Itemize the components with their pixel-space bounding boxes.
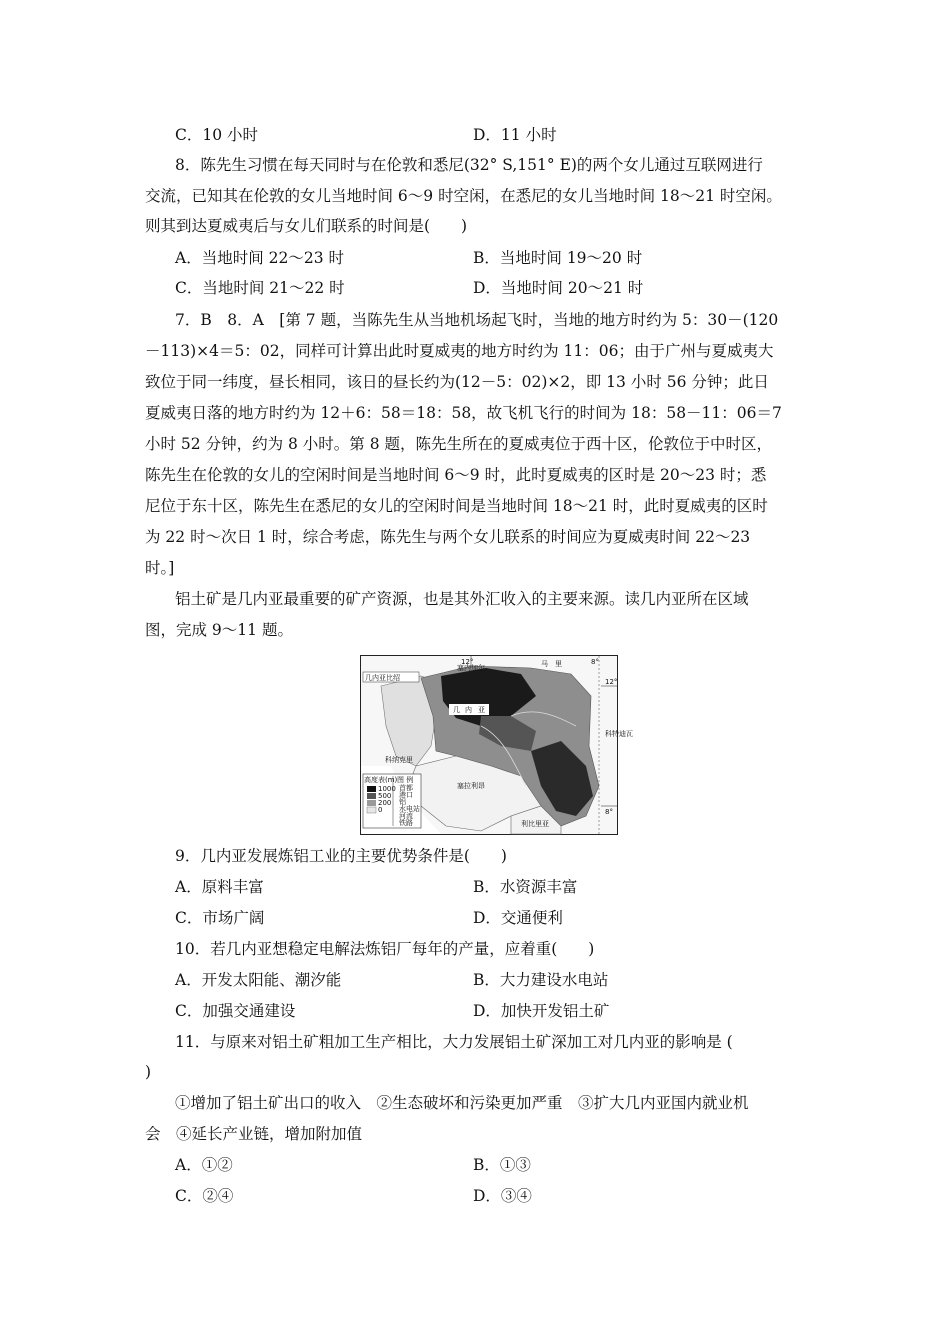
legend-item-railway: 铁路 bbox=[399, 819, 413, 827]
text-line-33: ①增加了铝土矿出口的收入 ②生态破坏和污染更加严重 ③扩大几内亚国内就业机 bbox=[175, 1094, 749, 1112]
legend-swatch-500 bbox=[367, 793, 376, 799]
legend-height-title: 高度表(m) bbox=[364, 776, 398, 784]
legend-item-aluminum: 铝 bbox=[399, 798, 406, 806]
text-line-28: B．大力建设水电站 bbox=[473, 971, 609, 989]
senegal-label: 塞内加尔 bbox=[457, 664, 485, 672]
guinea-label-1: 几 bbox=[453, 706, 460, 714]
text-line-20: 图，完成 9～11 题。 bbox=[145, 621, 293, 639]
text-line-8: C．当地时间 21～22 时 bbox=[175, 279, 345, 297]
text-line-1: C．10 小时 bbox=[175, 126, 259, 144]
text-line-6: A．当地时间 22～23 时 bbox=[175, 249, 344, 267]
legend-item-port: 港口 bbox=[399, 791, 413, 799]
text-line-17: 为 22 时～次日 1 时，综合考虑，陈先生与两个女儿联系的时间应为夏威夷时间 22～23 bbox=[145, 528, 751, 546]
legend-h3: 200 bbox=[378, 799, 392, 807]
legend-h1: 1000 bbox=[378, 785, 396, 793]
text-line-18: 时。] bbox=[145, 559, 175, 577]
text-line-3: 8．陈先生习惯在每天同时与在伦敦和悉尼(32° S,151° E)的两个女儿通过互联网进行 bbox=[175, 156, 763, 174]
text-line-30: D．加快开发铝土矿 bbox=[473, 1002, 610, 1020]
text-line-32: ) bbox=[145, 1063, 152, 1081]
legend-swatch-200 bbox=[367, 800, 376, 806]
legend-item-river: 河流 bbox=[399, 812, 413, 820]
legend-swatch-0 bbox=[367, 807, 376, 813]
text-line-5: 则其到达夏威夷后与女儿们联系的时间是( ) bbox=[145, 217, 468, 235]
text-line-36: B．①③ bbox=[473, 1156, 531, 1174]
text-line-15: 陈先生在伦敦的女儿的空闲时间是当地时间 6～9 时，此时夏威夷的区时是 20～23 时；悉 bbox=[145, 466, 767, 484]
text-line-19: 铝土矿是几内亚最重要的矿产资源，也是其外汇收入的主要来源。读几内亚所在区域 bbox=[175, 590, 749, 608]
text-line-10: 7．B 8．A [第 7 题，当陈先生从当地机场起飞时，当地的地方时约为 5：30－(120 bbox=[175, 311, 779, 329]
text-line-11: －113)×4＝5：02，同样可计算出此时夏威夷的地方时约为 11：06；由于广州与夏威夷大 bbox=[145, 342, 774, 360]
text-line-14: 小时 52 分钟，约为 8 小时。第 8 题，陈先生所在的夏威夷位于西十区，伦敦位于中时区， bbox=[145, 435, 773, 453]
legend-title: 图 例 bbox=[397, 776, 414, 784]
text-line-4: 交流，已知其在伦敦的女儿当地时间 6～9 时空闲，在悉尼的女儿当地时间 18～21 时空闲。 bbox=[145, 187, 782, 205]
text-line-23: B．水资源丰富 bbox=[473, 878, 578, 896]
legend-h2: 500 bbox=[378, 792, 392, 800]
text-line-2: D．11 小时 bbox=[473, 126, 557, 144]
text-line-29: C．加强交通建设 bbox=[175, 1002, 296, 1020]
guinea-label-3: 亚 bbox=[478, 706, 485, 714]
map-figure bbox=[361, 656, 633, 834]
text-line-25: D．交通便利 bbox=[473, 909, 563, 927]
legend-h4: 0 bbox=[378, 806, 383, 814]
legend-item-hydropower: 水电站 bbox=[399, 805, 420, 813]
lat-12-label: 12° bbox=[605, 678, 618, 686]
text-line-13: 夏威夷日落的地方时约为 12＋6：58＝18：58，故飞机飞行的时间为 18：58－11：06＝7 bbox=[145, 404, 782, 422]
text-line-7: B．当地时间 19～20 时 bbox=[473, 249, 643, 267]
text-line-37: C．②④ bbox=[175, 1187, 234, 1205]
guinea-bissau-label: 几内亚比绍 bbox=[365, 674, 400, 682]
text-line-26: 10．若几内亚想稳定电解法炼铝厂每年的产量，应着重( ) bbox=[175, 940, 595, 958]
legend-item-capital: 首都 bbox=[399, 784, 413, 792]
guinea-label-2: 内 bbox=[465, 706, 472, 714]
guinea-region-map bbox=[360, 655, 633, 835]
text-line-21: 9．几内亚发展炼铝工业的主要优势条件是( ) bbox=[175, 847, 507, 865]
text-line-22: A．原料丰富 bbox=[175, 878, 264, 896]
text-line-9: D．当地时间 20～21 时 bbox=[473, 279, 644, 297]
legend-swatch-1000 bbox=[367, 786, 376, 792]
lat-8-label: 8° bbox=[605, 808, 613, 816]
text-line-35: A．①② bbox=[175, 1156, 233, 1174]
sierra-leone-label: 塞拉利昂 bbox=[457, 782, 485, 790]
text-line-12: 致位于同一纬度，昼长相同，该日的昼长约为(12－5：02)×2，即 13 小时 56 分钟；此日 bbox=[145, 373, 769, 391]
lon-12-label: 12° bbox=[461, 658, 474, 666]
conakry-label: 科纳克里 bbox=[385, 756, 413, 764]
text-line-31: 11．与原来对铝土矿粗加工生产相比，大力发展铝土矿深加工对几内亚的影响是 ( bbox=[175, 1033, 733, 1051]
cote-divoire-label: 科特迪瓦 bbox=[605, 730, 633, 738]
text-line-34: 会 ④延长产业链，增加附加值 bbox=[145, 1125, 363, 1143]
text-line-16: 尼位于东十区，陈先生在悉尼的女儿的空闲时间是当地时间 18～21 时，此时夏威夷的区时 bbox=[145, 497, 768, 515]
text-line-27: A．开发太阳能、潮汐能 bbox=[175, 971, 342, 989]
text-line-24: C．市场广阔 bbox=[175, 909, 265, 927]
mali-label: 马 里 bbox=[541, 660, 562, 668]
text-line-38: D．③④ bbox=[473, 1187, 532, 1205]
liberia-label: 利比里亚 bbox=[521, 820, 549, 828]
lon-8-top-label: 8° bbox=[591, 658, 599, 666]
